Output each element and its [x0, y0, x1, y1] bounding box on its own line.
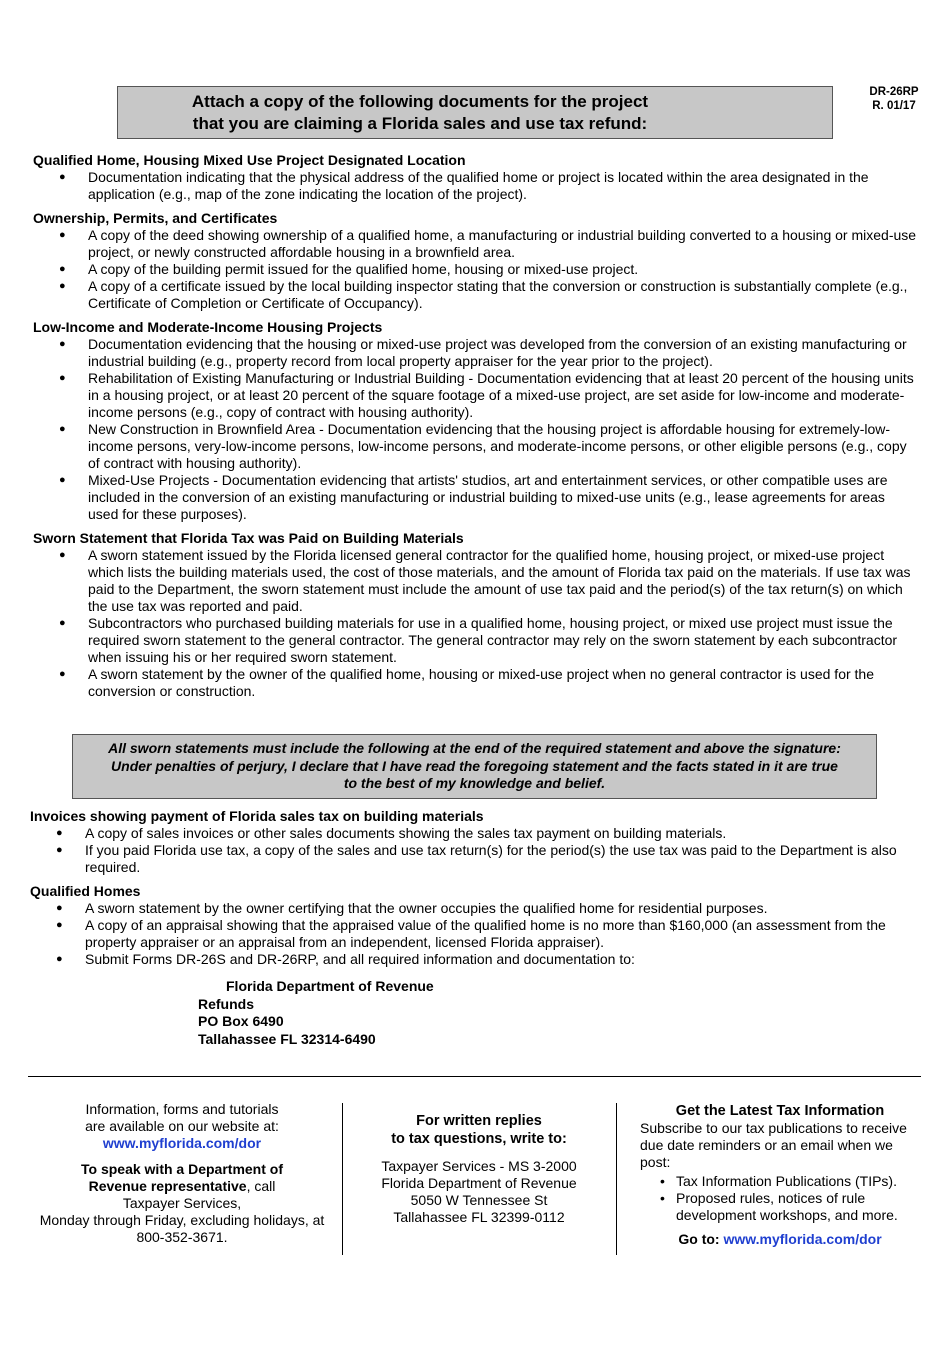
bullet-icon: ●: [56, 844, 63, 856]
list-item: ● A sworn statement by the owner certifying that the owner occupies the qualified home for residential purposes.: [56, 900, 768, 916]
form-number: DR-26RP: [869, 86, 919, 98]
bullet-icon: ●: [59, 263, 66, 275]
section-qualified-homes: [30, 883, 915, 968]
phone-number: 800-352-3671.: [136, 1229, 228, 1245]
bullet-icon: •: [660, 1173, 665, 1189]
bullet-icon: ●: [59, 474, 66, 486]
written-title-1: For written replies: [416, 1113, 542, 1129]
bullet-icon: ●: [59, 280, 66, 292]
section-title: Qualified Homes: [30, 883, 141, 899]
list-item: ● Mixed-Use Projects - Documentation evidencing that artists' studios, art and entertainment services, or other compatible uses are included in the conversion of an existing manufacturing or industrial building to mixed-use units (e.g., lease agreements for areas used for these purposes).: [59, 472, 888, 522]
footer-divider-2: [616, 1103, 617, 1255]
bullet-icon: ●: [59, 171, 66, 183]
form-revision: R. 01/17: [872, 100, 916, 112]
section-title: Sworn Statement that Florida Tax was Paid on Building Materials: [33, 530, 464, 546]
header-line-1: Attach a copy of the following documents for the project: [191, 91, 649, 111]
website-link[interactable]: www.myflorida.com/dor: [102, 1135, 262, 1151]
list-item: ● A copy of an appraisal showing that the appraised value of the qualified home is no more than $160,000 (an assessment from the property appraiser or an appraisal from an independent, licensed Florida appraiser).: [56, 917, 886, 950]
main-sections: [33, 152, 918, 707]
address-line-2: Refunds: [198, 995, 254, 1012]
address-line-3: PO Box 6490: [198, 1013, 284, 1029]
list-item: ● Documentation evidencing that the housing or mixed-use project was developed from the conversion of an existing manufacturing or industrial building (e.g., property record from local property appraiser for the year prior to the project).: [59, 336, 907, 369]
sworn-line-2: Under penalties of perjury, I declare that I have read the foregoing statement and the facts stated in it are true: [111, 757, 838, 774]
header-box: [117, 86, 833, 139]
list-item: ● A sworn statement issued by the Florida licensed general contractor for the qualified home, housing project, or mixed-use project which lists the building materials used, the cost of those materials, and the amount of Florida tax paid on the materials. If use tax was paid to the Department, the sworn statement must include the amount of use tax paid and the period(s) of the tax return(s) on which the use tax was reported and paid.: [59, 547, 911, 614]
footer-col-info: [35, 1101, 329, 1246]
written-title-2: to tax questions, write to:: [391, 1131, 567, 1147]
bullet-icon: ●: [59, 229, 66, 241]
footer-divider: [28, 1076, 921, 1077]
written-addr-4: Tallahassee FL 32399-0112: [393, 1209, 565, 1225]
speak-line-2: Revenue representative, call: [88, 1178, 276, 1194]
section-designated-location: [33, 152, 918, 203]
latest-title: Get the Latest Tax Information: [675, 1103, 885, 1119]
list-item: ● A copy of the deed showing ownership of a qualified home, a manufacturing or industrial building converted to a housing or mixed-use project, or newly constructed affordable housing in a brownfield area.: [59, 227, 917, 260]
goto-label: Go to:: [678, 1231, 720, 1247]
written-addr-3: 5050 W Tennessee St: [410, 1192, 548, 1208]
sworn-statement-box: [72, 734, 877, 799]
info-line-1: Information, forms and tutorials: [85, 1101, 279, 1117]
list-item: ● Rehabilitation of Existing Manufacturing or Industrial Building - Documentation evidencing that at least 20 percent of the housing units in a housing project, or at least 20 percent of the square footage of a mixed-use project, are set aside for low-income and moderate-income persons (e.g., copy of contract with housing authority).: [59, 370, 914, 420]
section-title: Ownership, Permits, and Certificates: [33, 210, 278, 226]
footer-divider-1: [342, 1103, 343, 1255]
form-id: [858, 85, 930, 113]
list-item: ● A sworn statement by the owner of the qualified home, housing or mixed-use project when no general contractor is used for the conversion or construction.: [59, 666, 874, 699]
bullet-icon: ●: [59, 372, 66, 384]
section-title: Low-Income and Moderate-Income Housing Projects: [33, 319, 383, 335]
goto-link[interactable]: www.myflorida.com/dor: [723, 1231, 882, 1247]
bullet-icon: ●: [56, 919, 63, 931]
address-line-4: Tallahassee FL 32314-6490: [198, 1030, 376, 1047]
lower-sections: [30, 808, 915, 1048]
speak-line-1: To speak with a Department of: [81, 1161, 283, 1177]
speak-line-3: Taxpayer Services,: [122, 1195, 242, 1211]
bullet-icon: •: [660, 1190, 665, 1206]
list-item: ● A copy of sales invoices or other sales documents showing the sales tax payment on building materials.: [56, 825, 727, 841]
bullet-icon: ●: [59, 423, 66, 435]
bullet-icon: ●: [59, 549, 66, 561]
bullet-icon: ●: [56, 953, 63, 965]
section-sworn-statement: [33, 530, 918, 700]
bullet-icon: ●: [59, 338, 66, 350]
section-title: Qualified Home, Housing Mixed Use Project Designated Location: [33, 152, 466, 168]
header-line-2: that you are claiming a Florida sales and use tax refund:: [192, 113, 648, 133]
list-item: ● Subcontractors who purchased building materials for use in a qualified home, housing project, or mixed use project must issue the required sworn statement to the general contractor. The general contractor may rely on the sworn statement by each subcontractor when issuing his or her required sworn statement.: [59, 615, 898, 665]
speak-line-4: Monday through Friday, excluding holidays, at: [39, 1212, 325, 1228]
footer-col-written: [355, 1112, 603, 1226]
goto-line: [640, 1231, 920, 1248]
sworn-line-3: to the best of my knowledge and belief.: [343, 775, 606, 791]
list-item: ● If you paid Florida use tax, a copy of the sales and use tax return(s) for the period(s) the use tax was paid to the Department is also required.: [56, 842, 897, 875]
bullet-icon: ●: [56, 902, 63, 914]
footer-col-latest: [640, 1102, 920, 1248]
section-title: Invoices showing payment of Florida sales tax on building materials: [30, 808, 484, 824]
bullet-icon: ●: [59, 617, 66, 629]
written-addr-2: Florida Department of Revenue: [381, 1175, 577, 1191]
info-line-2: are available on our website at:: [85, 1118, 279, 1134]
list-item: ● A copy of a certificate issued by the local building inspector stating that the conversion or construction is substantially complete (e.g., Certificate of Completion or Certificate of Occupancy).: [59, 278, 908, 311]
list-item: ● New Construction in Brownfield Area - Documentation evidencing that the housing project is affordable housing for extremely-low-income persons, very-low-income persons, low-income persons, and moderate-income persons, or other eligible persons (e.g., copy of contract with housing authority).: [59, 421, 907, 471]
list-item: • Proposed rules, notices of rule development workshops, and more.: [660, 1190, 898, 1223]
mailing-address: [198, 978, 915, 1048]
section-low-income: [33, 319, 918, 523]
latest-desc: Subscribe to our tax publications to receive due date reminders or an email when we post:: [640, 1120, 907, 1170]
section-ownership: [33, 210, 918, 312]
list-item: ● Submit Forms DR-26S and DR-26RP, and all required information and documentation to:: [56, 951, 635, 967]
bullet-icon: ●: [56, 827, 63, 839]
sworn-line-1: All sworn statements must include the following at the end of the required statement and above the signature:: [108, 740, 841, 756]
bullet-icon: ●: [59, 668, 66, 680]
list-item: • Tax Information Publications (TIPs).: [660, 1173, 897, 1189]
section-invoices: [30, 808, 915, 876]
list-item: ● Documentation indicating that the physical address of the qualified home or project is located within the area designated in the application (e.g., map of the zone indicating the location of the project).: [59, 169, 869, 202]
address-line-1: Florida Department of Revenue: [226, 978, 434, 994]
list-item: ● A copy of the building permit issued for the qualified home, housing or mixed-use project.: [59, 261, 639, 277]
written-addr-1: Taxpayer Services - MS 3-2000: [381, 1158, 577, 1174]
